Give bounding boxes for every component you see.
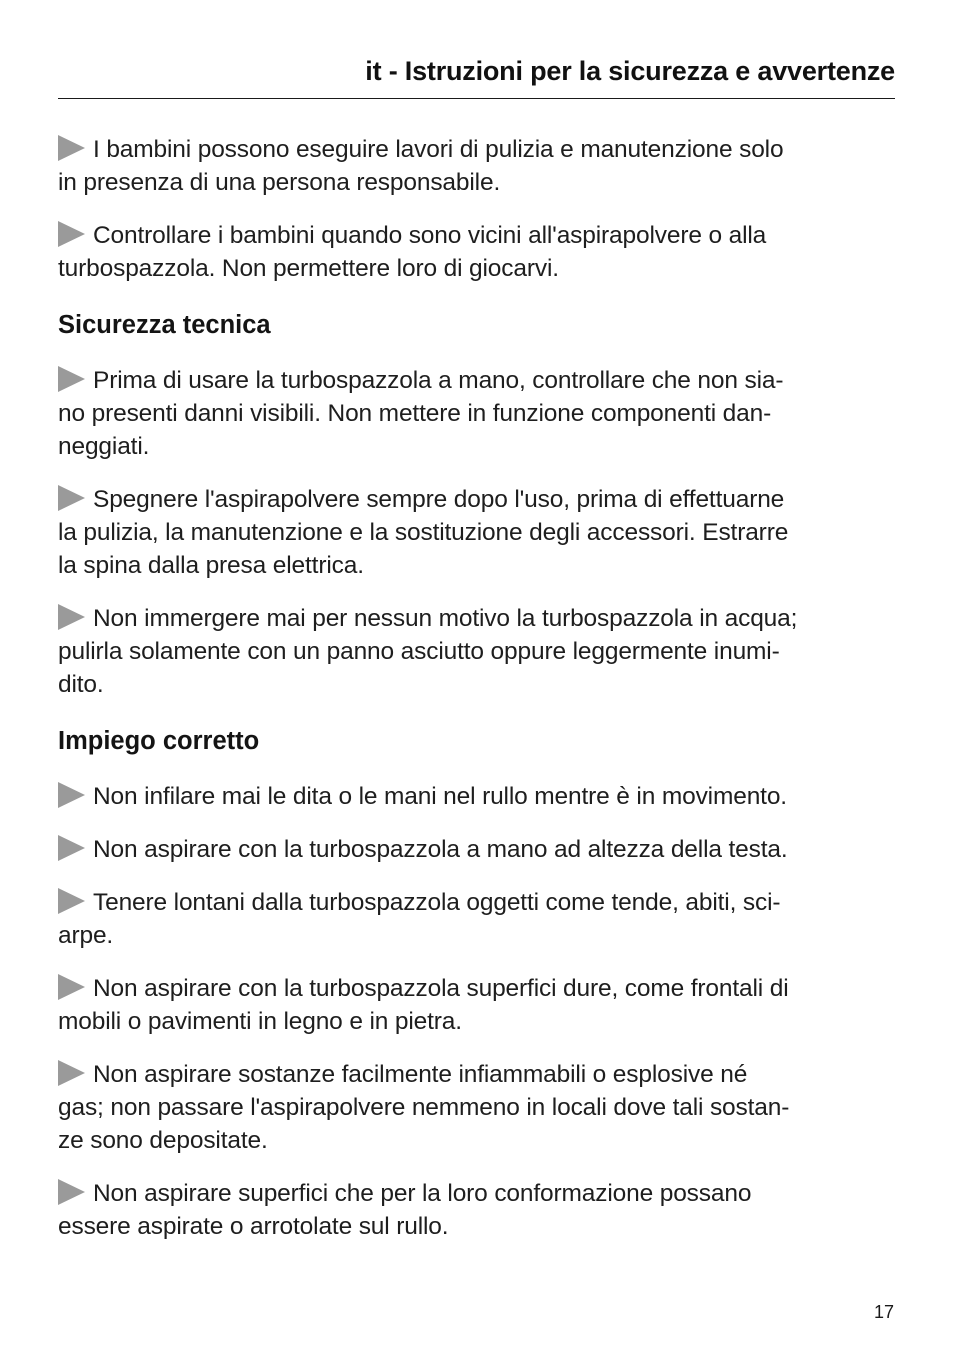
warning-item <box>58 219 900 285</box>
warning-line: Non aspirare con la turbospazzola superfici dure, come frontali di <box>93 975 789 1002</box>
warning-line: no presenti danni visibili. Non mettere in funzione componenti dan- <box>58 400 772 427</box>
triangle-right-icon <box>58 485 85 511</box>
warning-line: turbospazzola. Non permettere loro di giocarvi. <box>58 255 559 282</box>
triangle-right-icon <box>58 1060 85 1086</box>
triangle-right-icon <box>58 888 85 914</box>
warning-line: Controllare i bambini quando sono vicini all'aspirapolvere o alla <box>93 222 767 249</box>
warning-item <box>58 886 900 952</box>
triangle-right-icon <box>58 135 85 161</box>
warning-line: arpe. <box>58 922 114 949</box>
triangle-right-icon <box>58 604 85 630</box>
warning-line: la spina dalla presa elettrica. <box>58 552 364 579</box>
warning-line: Prima di usare la turbospazzola a mano, controllare che non sia- <box>93 367 784 394</box>
warning-line: ze sono depositate. <box>58 1127 268 1154</box>
warning-item <box>58 602 900 701</box>
warning-line: Non aspirare superfici che per la loro conformazione possano <box>93 1180 752 1207</box>
triangle-right-icon <box>58 974 85 1000</box>
warning-item <box>58 833 900 866</box>
warning-line: neggiati. <box>58 433 150 460</box>
warning-line: pulirla solamente con un panno asciutto oppure leggermente inumi- <box>58 638 780 665</box>
warning-line: dito. <box>58 671 104 698</box>
triangle-right-icon <box>58 835 85 861</box>
warning-line: mobili o pavimenti in legno e in pietra. <box>58 1008 462 1035</box>
section-heading-sicurezza-tecnica: Sicurezza tecnica <box>58 311 271 339</box>
warning-item <box>58 972 900 1038</box>
warning-line: in presenza di una persona responsabile. <box>58 169 501 196</box>
warning-line: Spegnere l'aspirapolvere sempre dopo l'uso, prima di effettuarne <box>93 486 785 513</box>
warning-item <box>58 1058 900 1157</box>
warning-item <box>58 133 900 199</box>
page-header-title: it - Istruzioni per la sicurezza e avvertenze <box>365 56 895 86</box>
warning-line: la pulizia, la manutenzione e la sostituzione degli accessori. Estrarre <box>58 519 789 546</box>
warning-line: essere aspirate o arrotolate sul rullo. <box>58 1213 449 1240</box>
triangle-right-icon <box>58 1179 85 1205</box>
warning-line: I bambini possono eseguire lavori di pulizia e manutenzione solo <box>93 136 784 163</box>
warning-item <box>58 364 900 463</box>
warning-item <box>58 483 900 582</box>
triangle-right-icon <box>58 221 85 247</box>
page-header <box>58 52 895 99</box>
warning-line: Non aspirare sostanze facilmente infiammabili o esplosive né <box>93 1061 748 1088</box>
section-heading-impiego-corretto: Impiego corretto <box>58 727 260 755</box>
warning-line: gas; non passare l'aspirapolvere nemmeno in locali dove tali sostan- <box>58 1094 790 1121</box>
warning-item <box>58 780 900 813</box>
page-number: 17 <box>873 1302 894 1322</box>
warning-line: Tenere lontani dalla turbospazzola oggetti come tende, abiti, sci- <box>93 889 781 916</box>
warning-line: Non infilare mai le dita o le mani nel rullo mentre è in movimento. <box>93 783 787 810</box>
triangle-right-icon <box>58 782 85 808</box>
warning-line: Non immergere mai per nessun motivo la turbospazzola in acqua; <box>93 605 798 632</box>
page-content <box>58 133 900 1263</box>
warning-item <box>58 1177 900 1243</box>
warning-line: Non aspirare con la turbospazzola a mano ad altezza della testa. <box>93 836 788 863</box>
triangle-right-icon <box>58 366 85 392</box>
